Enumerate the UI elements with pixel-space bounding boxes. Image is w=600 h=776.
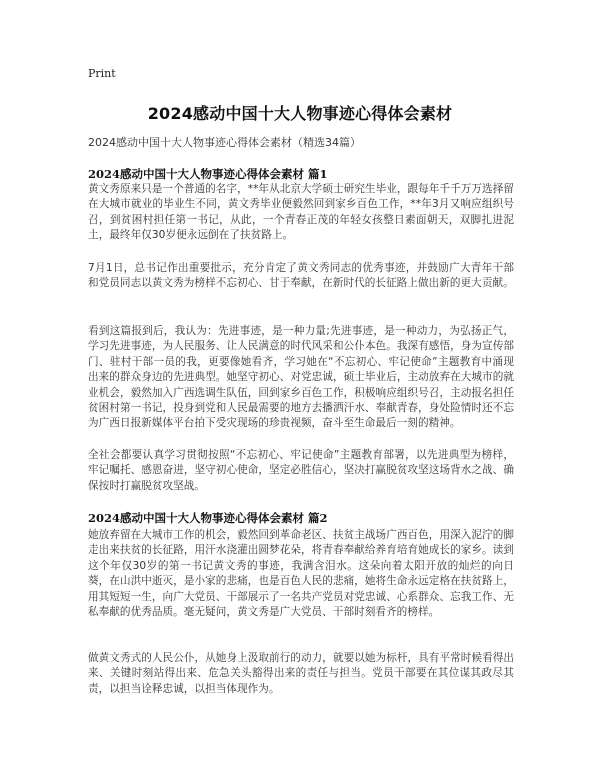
section-heading-1: 2024感动中国十大人物事迹心得体会素材 篇1 xyxy=(88,167,328,181)
paragraph: 全社会都要认真学习贯彻按照“不忘初心、牢记使命”主题教育部署，以先进典型为榜样，牢记嘱托、感恩奋进，坚守初心使命，坚定必胜信心，坚决打赢脱贫攻坚这场背水之战、确保按时打赢脱贫攻坚战。 xyxy=(88,449,514,492)
paragraph: 做黄文秀式的人民公仆，从她身上汲取前行的动力，就要以她为标杆，具有平常时候看得出来、关键时刻站得出来、危急关头豁得出来的责任与担当。党员干部要在其位谋其政尽其责，以担当诠释忠诚，以担当体现作为。 xyxy=(88,652,514,695)
document-subtitle: 2024感动中国十大人物事迹心得体会素材（精选34篇） xyxy=(88,136,361,149)
paragraph: 看到这篇报到后，我认为：先进事迹，是一种力量;先进事迹，是一种动力，为弘扬正气，学习先进事迹，为人民服务、让人民满意的时代风采和公仆本色。我深有感悟，身为宣传部门、驻村干部一员的我，更要像她看齐，学习她在“不忘初心、牢记使命”主题教育中涌现出来的群众身边的先进典型。她坚守初心、对党忠诚，硕士毕业后，主动放弃在大城市的就业机会，毅然加入广西选调生队伍，回到家乡百色工作，积极响应组织号召，主动报名担任贫困村第一书记，投身到党和人民最需要的地方去播洒汗水、奉献青春，身处险情时还不忘为广西日报新媒体平台拍下受灾现场的珍贵视频，奋斗至生命最后一刻的精神。 xyxy=(88,325,514,430)
paragraph: 7月1日，总书记作出重要批示，充分肯定了黄文秀同志的优秀事迹，并鼓励广大青年干部和党员同志以黄文秀为榜样不忘初心、甘于奉献，在新时代的长征路上做出新的更大贡献。 xyxy=(88,262,514,290)
print-link[interactable]: Print xyxy=(88,67,116,80)
section-heading-2: 2024感动中国十大人物事迹心得体会素材 篇2 xyxy=(88,511,328,525)
page-title: 2024感动中国十大人物事迹心得体会素材 xyxy=(147,104,453,123)
paragraph: 黄文秀原来只是一个普通的名字，**年从北京大学硕士研究生毕业，跟每年千千万万选择留在大城市就业的毕业生不同，黄文秀毕业便毅然回到家乡百色工作，**年3月又响应组织号召，到贫困村担任第一书记，从此，一个青春正茂的年轻女孩整日素面朝天，双脚扎进泥土，最终年仅30岁便永远倒在了扶贫路上。 xyxy=(88,183,514,242)
paragraph: 她放弃留在大城市工作的机会，毅然回到革命老区、扶贫主战场广西百色，用深入泥泞的脚走出来扶贫的长征路，用汗水浇灌出圆梦花朵，将青春奉献给养育培育她成长的家乡。读到这个年仅30岁的第一书记黄文秀的事迹，我满含泪水。这朵向着太阳开放的灿烂的向日葵，在山洪中逝灭，是小家的悲痛，也是百色人民的悲痛，她将生命永远定格在扶贫路上，用其短短一生，向广大党员、干部展示了一名共产党员对党忠诚、心系群众、忘我工作、无私奉献的优秀品质。毫无疑问，黄文秀是广大党员、干部时刻看齐的榜样。 xyxy=(88,529,514,619)
